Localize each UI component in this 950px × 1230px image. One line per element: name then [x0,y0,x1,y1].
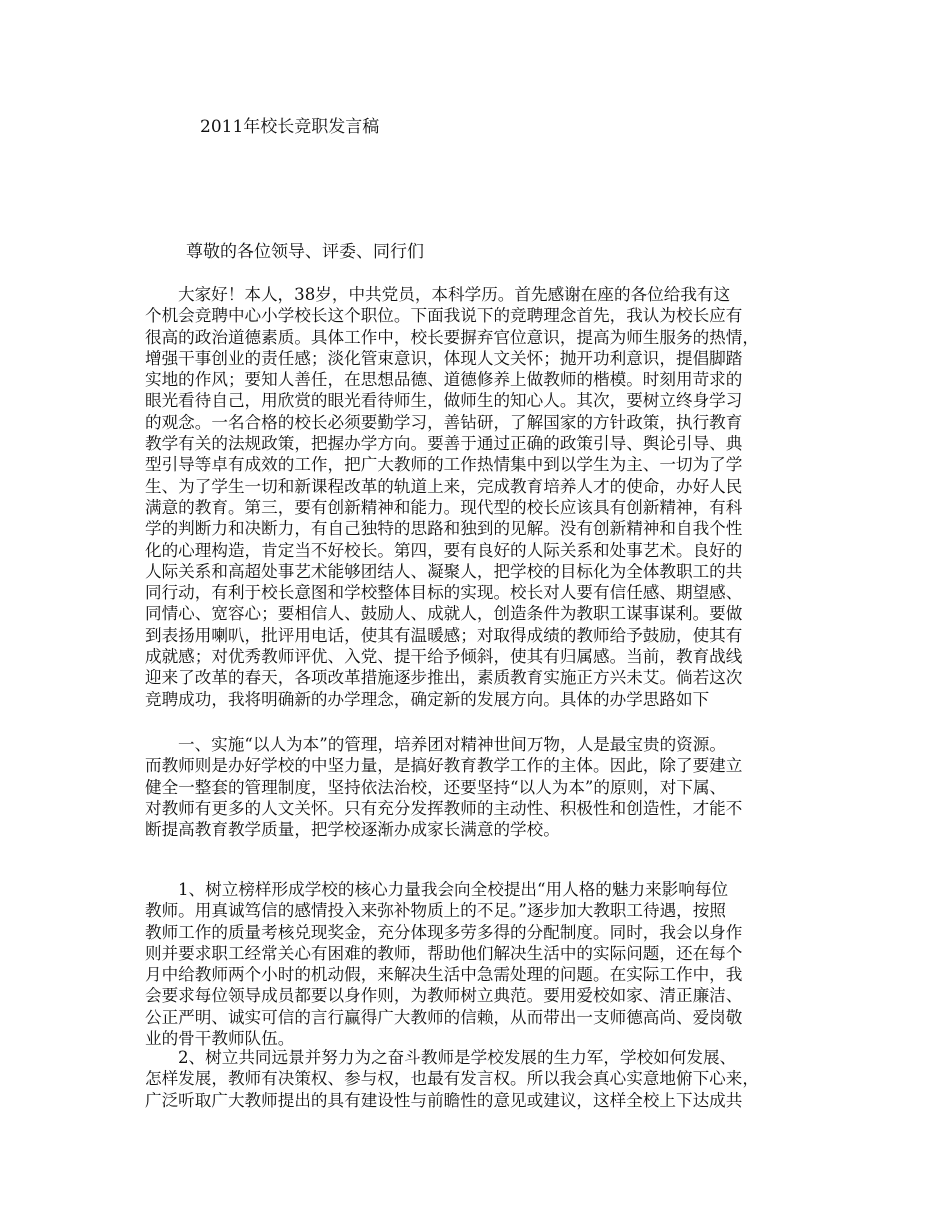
paragraph-line: 教师。用真诚笃信的感情投入来弥补物质上的不足。”逐步加大教职工待遇，按照 [145,901,726,921]
paragraph-line: 业的骨干教师队伍。 [145,1029,295,1049]
paragraph-line: 满意的教育。第三，要有创新精神和能力。现代型的校长应该具有创新精神，有科 [145,497,743,517]
paragraph-line: 大家好！本人，38岁，中共党员，本科学历。首先感谢在座的各位给我有这 [178,285,731,304]
paragraph-three [145,1047,825,1111]
paragraph-line: 健全一整套的管理制度，坚持依法治校，还要坚持“以人为本”的原则，对下属、 [145,777,727,797]
paragraph-line: 教学有关的法规政策，把握办学方向。要善于通过正确的政策引导、舆论引导、典 [145,434,743,454]
document-title: 2011年校长竞职发言稿 [200,117,380,137]
paragraph-line: 增强干事创业的责任感；淡化管束意识，体现人文关怀；抛开功利意识，提倡脚踏 [145,348,743,368]
paragraph-line: 个机会竞聘中心小学校长这个职位。下面我说下的竞聘理念首先，我认为校长应有 [145,306,743,326]
paragraph-line: 型引导等卓有成效的工作，把广大教师的工作热情集中到以学生为主、一切为了学 [145,455,743,475]
paragraph-line: 生、为了学生一切和新课程改革的轨道上来，完成教育培养人才的使命，办好人民 [145,476,743,496]
paragraph-line: 一、实施“以人为本”的管理，培养团对精神世间万物，人是最宝贵的资源。 [178,735,726,754]
paragraph-line: 竞聘成功，我将明确新的办学理念，确定新的发展方向。具体的办学思路如下 [145,689,710,709]
paragraph-line: 的观念。一名合格的校长必须要勤学习，善钻研，了解国家的方针政策，执行教育 [145,412,743,432]
paragraph-line: 广泛听取广大教师提出的具有建设性与前瞻性的意见或建议，这样全校上下达成共 [145,1090,743,1110]
paragraph-one [145,734,825,840]
paragraph-line: 月中给教师两个小时的机动假，来解决生活中急需处理的问题。在实际工作中，我 [145,965,743,985]
paragraph-line: 1、树立榜样形成学校的核心力量我会向全校提出“用人格的魅力来影响每位 [178,880,729,899]
paragraph-line: 到表扬用喇叭，批评用电话，使其有温暖感；对取得成绩的教师给予鼓励，使其有 [145,625,743,645]
paragraph-line: 教师工作的质量考核兑现奖金，充分体现多劳多得的分配制度。同时，我会以身作 [145,922,743,942]
paragraph-line: 眼光看待自己，用欣赏的眼光看待师生，做师生的知心人。其次，要树立终身学习 [145,391,743,411]
paragraph-line: 实地的作风；要知人善任，在思想品德、道德修养上做教师的楷模。时刻用苛求的 [145,370,743,390]
paragraph-line: 人际关系和高超处事艺术能够团结人、凝聚人，把学校的目标化为全体教职工的共 [145,561,743,581]
paragraph-line: 同行动，有利于校长意图和学校整体目标的实现。校长对人要有信任感、期望感、 [145,583,743,603]
paragraph-line: 很高的政治道德素质。具体工作中，校长要摒弃官位意识，提高为师生服务的热情， [145,327,759,347]
paragraph-line: 学的判断力和决断力，有自己独特的思路和独到的见解。没有创新精神和自我个性 [145,519,743,539]
paragraph-line: 则并要求职工经常关心有困难的教师，帮助他们解决生活中的实际问题，还在每个 [145,943,743,963]
paragraph-line: 2、树立共同远景并努力为之奋斗教师是学校发展的生力军，学校如何发展、 [178,1048,737,1067]
paragraph-line: 断提高教育教学质量，把学校逐渐办成家长满意的学校。 [145,820,560,840]
paragraph-line: 而教师则是办好学校的中坚力量，是搞好教育教学工作的主体。因此，除了要建立 [145,756,743,776]
salutation: 尊敬的各位领导、评委、同行们 [186,242,424,262]
paragraph-line: 公正严明、诚实可信的言行赢得广大教师的信赖，从而带出一支师德高尚、爱岗敬 [145,1007,743,1027]
paragraph-line: 同情心、宽容心；要相信人、鼓励人、成就人，创造条件为教职工谋事谋利。要做 [145,604,743,624]
paragraph-two [145,879,825,1049]
paragraph-intro [145,284,825,710]
paragraph-line: 会要求每位领导成员都要以身作则，为教师树立典范。要用爱校如家、清正廉洁、 [145,986,743,1006]
paragraph-line: 成就感；对优秀教师评优、入党、提干给予倾斜，使其有归属感。当前，教育战线 [145,647,743,667]
paragraph-line: 对教师有更多的人文关怀。只有充分发挥教师的主动性、积极性和创造性，才能不 [145,798,743,818]
paragraph-line: 怎样发展，教师有决策权、参与权，也最有发言权。所以我会真心实意地俯下心来， [145,1069,759,1089]
paragraph-line: 迎来了改革的春天，各项改革措施逐步推出，素质教育实施正方兴未艾。倘若这次 [145,668,743,688]
paragraph-line: 化的心理构造，肯定当不好校长。第四，要有良好的人际关系和处事艺术。良好的 [145,540,743,560]
